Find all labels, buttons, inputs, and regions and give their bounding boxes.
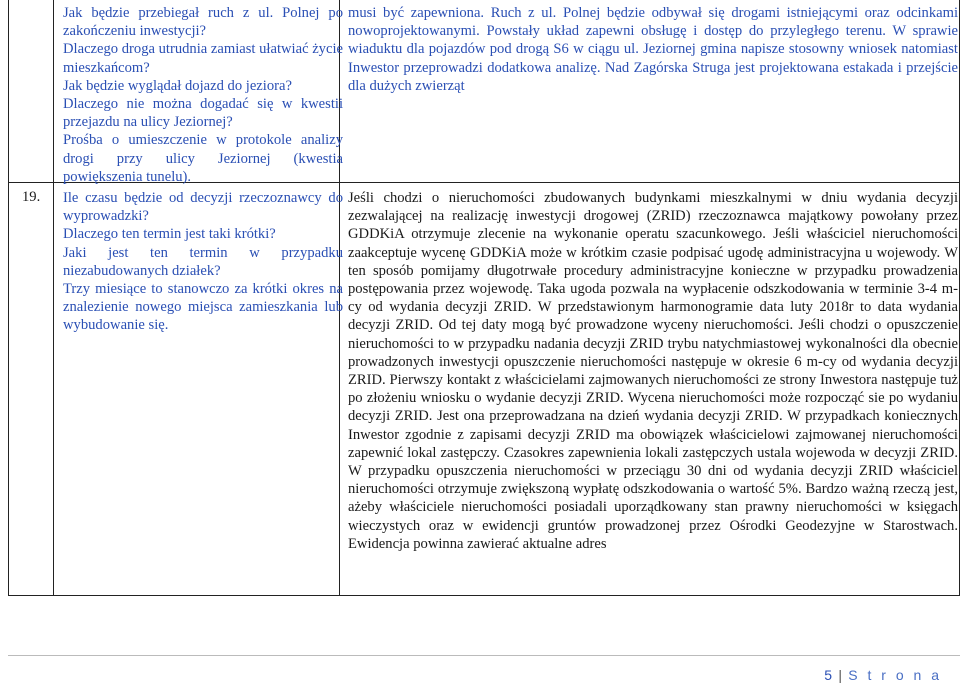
- question-cell-prev: [63, 4, 343, 186]
- question-text: Ile czasu będzie od decyzji rzeczoznawcy do wyprowadzki?: [63, 190, 343, 225]
- answer-text: Jeśli chodzi o nieruchomości zbudowanych budynkami mieszkalnymi w dniu wydania decyzji zezwalającej na realizację inwestycji drogowej (ZRID) rzeczoznawca majątkowy powołany przez GDDKiA otrzymuje zlecenie na wykonanie operatu szacunkowego. Jeśli właściciel nieruchomości zaakceptuje wycenę GDDKiA może w krótkim czasie podpisać ugodę administracyjna u wojewody. W ten sposób pomijamy długotrwałe procedury administracyjne konieczne w przypadku prowadzenia postępowania przez wojewodę. Taka ugoda pozwala na wypłacenie odszkodowania w terminie 3-4 m-cy od wydania decyzji ZRID. W przedstawionym harmonogramie data luty 2018r to data wydania decyzji ZRID. Od tej daty mogą być prowadzone wyceny nieruchomości. Jeśli chodzi o opuszczenie nieruchomości to w przypadku nadania decyzji ZRID trybu natychmiastowej wykonalności dla obecnie prowadzonych inwestycji opuszczenie nieruchomości następuje w okresie 6 m-cy od wydania decyzji ZRID. Pierwszy kontakt z właścicielami zajmowanych nieruchomości ze strony Inwestora następuje tuż po złożeniu wniosku o wydanie decyzji ZRID. Wycena nieruchomości może rozpocząć sie po wydaniu decyzji ZRID. Jest ona przeprowadzana na dzień wydania decyzji ZRID. W przypadkach koniecznych Inwestor zgodnie z zapisami decyzji ZRID ma obowiązek właścicielowi zajmowanej nieruchomości zapewnić lokal zastępczy. Czasokres zapewnienia lokali zastępczych ustala wojewoda w decyzji ZRID. W przypadku opuszczenia nieruchomości w przeciągu 30 dni od wydania decyzji ZRID właściciel nieruchomości otrzymuje zwiększoną wypłatę odszkodowania o wartość 5%. Bardzo ważną rzeczą jest, ażeby właściciele nieruchomości posiadali uporządkowany stan prawny nieruchomości w księgach wieczystych oraz w ewidencji gruntów prowadzonej przez Ośrodki Geodezyjne w Starostwach. Ewidencja powinna zawierać aktualne adres: [348, 190, 958, 552]
- page-label: S t r o n a: [848, 667, 942, 683]
- page-footer: [824, 667, 942, 683]
- question-text: Jak będzie przebiegał ruch z ul. Polnej po zakończeniu inwestycji?: [63, 5, 343, 40]
- footer-separator: |: [838, 667, 844, 683]
- question-text: Trzy miesiące to stanowczo za krótki okres na znalezienie nowego miejsca zamieszkania lub wybudowanie się.: [63, 281, 343, 334]
- footer-divider: [8, 655, 960, 656]
- row-number: 19.: [22, 189, 41, 205]
- qa-table: [8, 0, 960, 596]
- question-cell-19: [63, 189, 343, 335]
- page-number: 5: [824, 667, 834, 683]
- question-text: Dlaczego ten termin jest taki krótki?: [63, 226, 276, 243]
- question-text: Jak będzie wyglądał dojazd do jeziora?: [63, 77, 292, 94]
- question-text: Dlaczego nie można dogadać się w kwestii przejazdu na ulicy Jeziornej?: [63, 96, 343, 131]
- question-text: Prośba o umieszczenie w protokole analizy drogi przy ulicy Jeziornej (kwestia powiększenia tunelu).: [63, 132, 343, 185]
- column-divider-number: [53, 0, 54, 595]
- question-text: Jaki jest ten termin w przypadku niezabudowanych działek?: [63, 244, 343, 279]
- question-text: Dlaczego droga utrudnia zamiast ułatwiać życie mieszkańcom?: [63, 41, 343, 76]
- answer-cell-prev: [348, 4, 958, 95]
- table-border-left: [8, 0, 9, 595]
- answer-cell-19: [348, 189, 958, 553]
- answer-text: musi być zapewniona. Ruch z ul. Polnej będzie odbywał się drogami istniejącymi oraz odcinkami nowoprojektowanymi. Powstały układ zapewni obsługę i dostęp do przyległego terenu. W sprawie wiaduktu dla pojazdów pod drogą S6 w ciągu ul. Jeziornej gmina napisze stosowny wniosek natomiast Inwestor przeprowadzi dodatkowa analizę. Nad Zagórska Struga jest projektowana estakada i przejście dla dużych zwierząt: [348, 5, 958, 94]
